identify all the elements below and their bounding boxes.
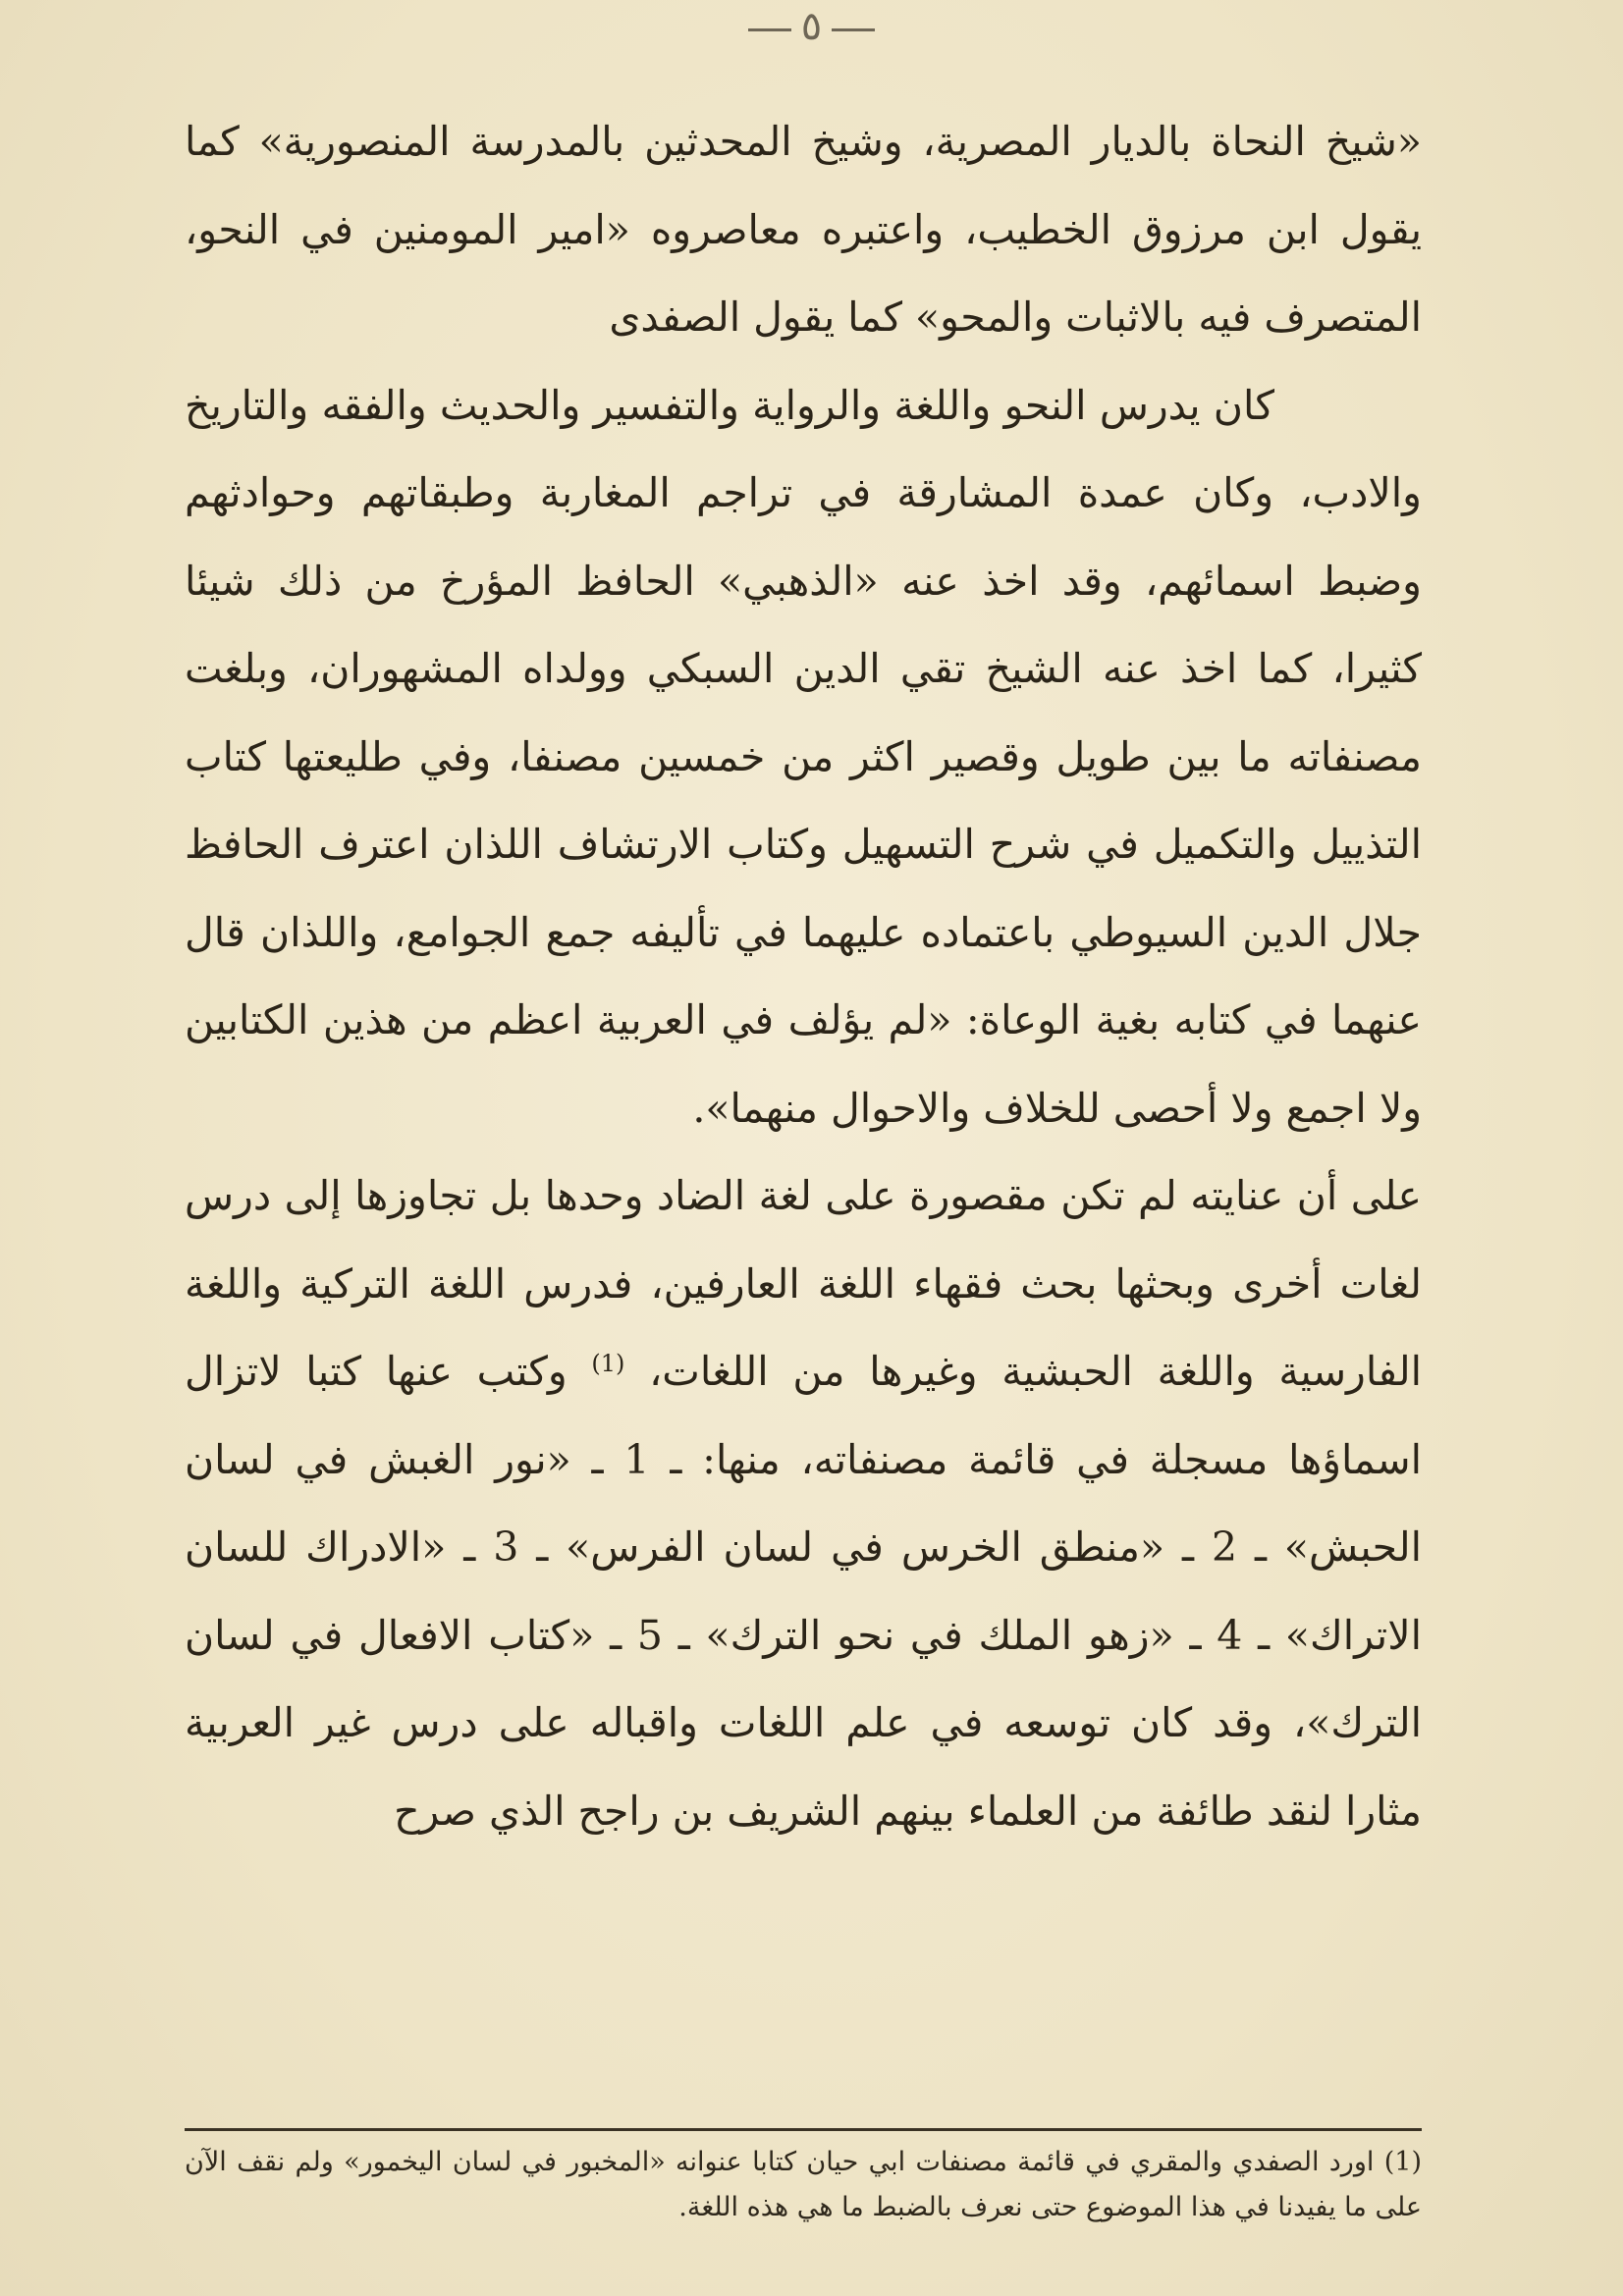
page-number-dash-right xyxy=(832,28,875,31)
page-number-value: ٥ xyxy=(800,4,823,49)
body-text xyxy=(185,98,1422,1855)
paragraph-3 xyxy=(185,1152,1422,1855)
footnote: (1) اورد الصفدي والمقري في قائمة مصنفات ابي حيان كتابا عنوانه «المخبور في لسان اليخمور» ولم نقف الآن على ما يفيدنا في هذا الموضوع حتى نعرف بالضبط ما هي هذه اللغة. xyxy=(185,2147,1422,2222)
paragraph-3-continuation: وكتب عنها كتبا لاتزال اسماؤها مسجلة في قائمة مصنفاته، منها: ـ 1 ـ «نور الغبش في لسان الحبش» ـ 2 ـ «منطق الخرس في لسان الفرس» ـ 3 ـ «الادراك للسان الاتراك» ـ 4 ـ «زهو الملك في نحو الترك» ـ 5 ـ «كتاب الافعال في لسان الترك»، وقد كان توسعه في علم اللغات واقباله على درس غير العربية مثارا لنقد طائفة من العلماء بينهم الشريف بن راجح الذي صرح xyxy=(185,1348,1423,1835)
page-number-dash-left xyxy=(748,28,791,31)
footnote-separator xyxy=(185,2128,1422,2131)
paragraph-3-text: على أن عنايته لم تكن مقصورة على لغة الضاد وحدها بل تجاوزها إلى درس لغات أخرى وبحثها بحث فقهاء اللغة العارفين، فدرس اللغة التركية واللغة الفارسية واللغة الحبشية وغيرها من اللغات، xyxy=(185,1172,1422,1395)
page-number xyxy=(0,4,1623,49)
paragraph-1: «شيخ النحاة بالديار المصرية، وشيخ المحدثين بالمدرسة المنصورية» كما يقول ابن مرزوق الخطيب، واعتبره معاصروه «امير المومنين في النحو، المتصرف فيه بالاثبات والمحو» كما يقول الصفدى xyxy=(185,118,1422,341)
paragraph-2: كان يدرس النحو واللغة والرواية والتفسير والحديث والفقه والتاريخ والادب، وكان عمدة المشارقة في تراجم المغاربة وطبقاتهم وحوادثهم وضبط اسمائهم، وقد اخذ عنه «الذهبي» الحافظ المؤرخ من ذلك شيئا كثيرا، كما اخذ عنه الشيخ تقي الدين السبكي وولداه المشهوران، وبلغت مصنفاته ما بين طويل وقصير اكثر من خمسين مصنفا، وفي طليعتها كتاب التذييل والتكميل في شرح التسهيل وكتاب الارتشاف اللذان اعترف الحافظ جلال الدين السيوطي باعتماده عليهما في تأليفه جمع الجوامع، واللذان قال عنهما في كتابه بغية الوعاة: «لم يؤلف في العربية اعظم من هذين الكتابين ولا اجمع ولا أحصى للخلاف والاحوال منهما». xyxy=(185,381,1422,1132)
footnote-reference: (1) xyxy=(591,1350,625,1377)
